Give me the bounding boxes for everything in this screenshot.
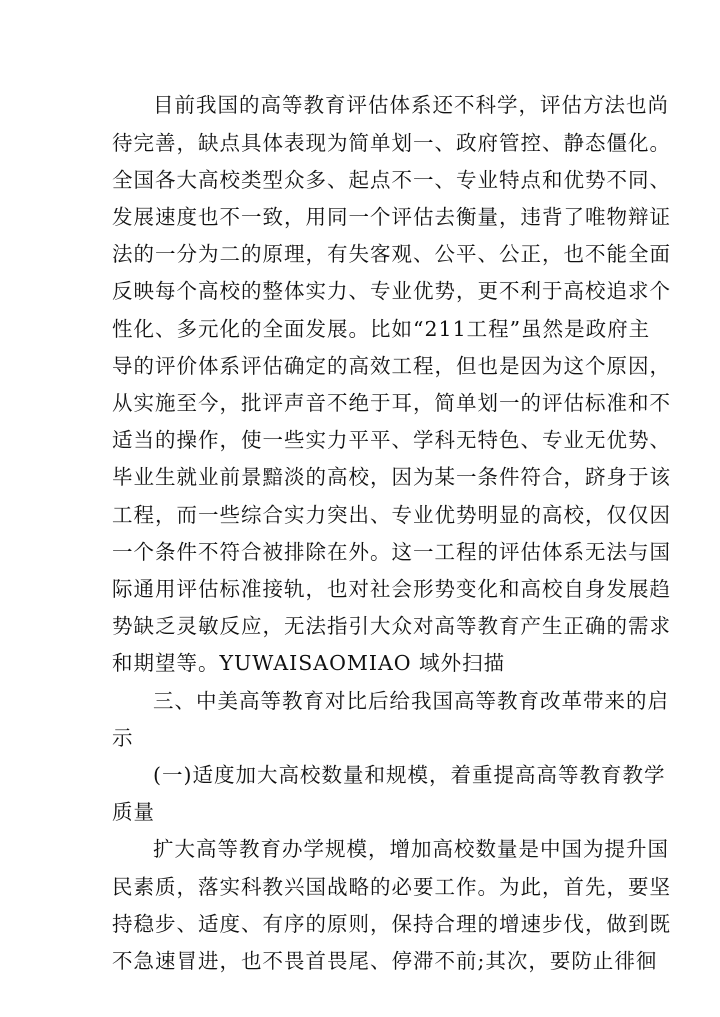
text-line: 扩大高等教育办学规模，增加高校数量是中国为提升国: [153, 837, 669, 861]
text-line: 际通用评估标准接轨，也对社会形势变化和高校自身发展趋: [112, 577, 671, 601]
text-line: 持稳步、适度、有序的原则，保持合理的增速步伐，做到既: [112, 912, 671, 936]
text-line: 适当的操作，使一些实力平平、学科无特色、专业无优势、: [112, 428, 671, 452]
text-line: 工程，而一些综合实力突出、专业优势明显的高校，仅仅因: [112, 503, 671, 527]
heading-line: 质量: [112, 800, 155, 824]
heading-line: 示: [112, 726, 134, 750]
text-line: 性化、多元化的全面发展。比如“211工程”虽然是政府主: [112, 317, 651, 341]
text-line: 一个条件不符合被排除在外。这一工程的评估体系无法与国: [112, 540, 671, 564]
text-line: 反映每个高校的整体实力、专业优势，更不利于高校追求个: [112, 279, 671, 303]
text-line: 待完善，缺点具体表现为简单划一、政府管控、静态僵化。: [112, 131, 671, 155]
text-line: 毕业生就业前景黯淡的高校，因为某一条件符合，跻身于该: [112, 465, 671, 489]
text-line: 和期望等。YUWAISAOMIAO 域外扫描: [112, 651, 506, 675]
heading-line: (一)适度加大高校数量和规模，着重提高高等教育教学: [153, 763, 666, 787]
text-line: 不急速冒进，也不畏首畏尾、停滞不前;其次，要防止徘徊: [112, 949, 658, 973]
text-line: 目前我国的高等教育评估体系还不科学，评估方法也尚: [153, 93, 669, 117]
text-line: 导的评价体系评估确定的高效工程，但也是因为这个原因，: [112, 354, 671, 378]
text-line: 从实施至今，批评声音不绝于耳，简单划一的评估标准和不: [112, 391, 671, 415]
text-line: 势缺乏灵敏反应，无法指引大众对高等教育产生正确的需求: [112, 614, 671, 638]
heading-line: 三、中美高等教育对比后给我国高等教育改革带来的启: [153, 689, 669, 713]
text-line: 发展速度也不一致，用同一个评估去衡量，违背了唯物辩证: [112, 205, 671, 229]
text-line: 法的一分为二的原理，有失客观、公平、公正，也不能全面: [112, 242, 671, 266]
text-line: 民素质，落实科教兴国战略的必要工作。为此，首先，要坚: [112, 875, 671, 899]
text-line: 全国各大高校类型众多、起点不一、专业特点和优势不同、: [112, 168, 671, 192]
